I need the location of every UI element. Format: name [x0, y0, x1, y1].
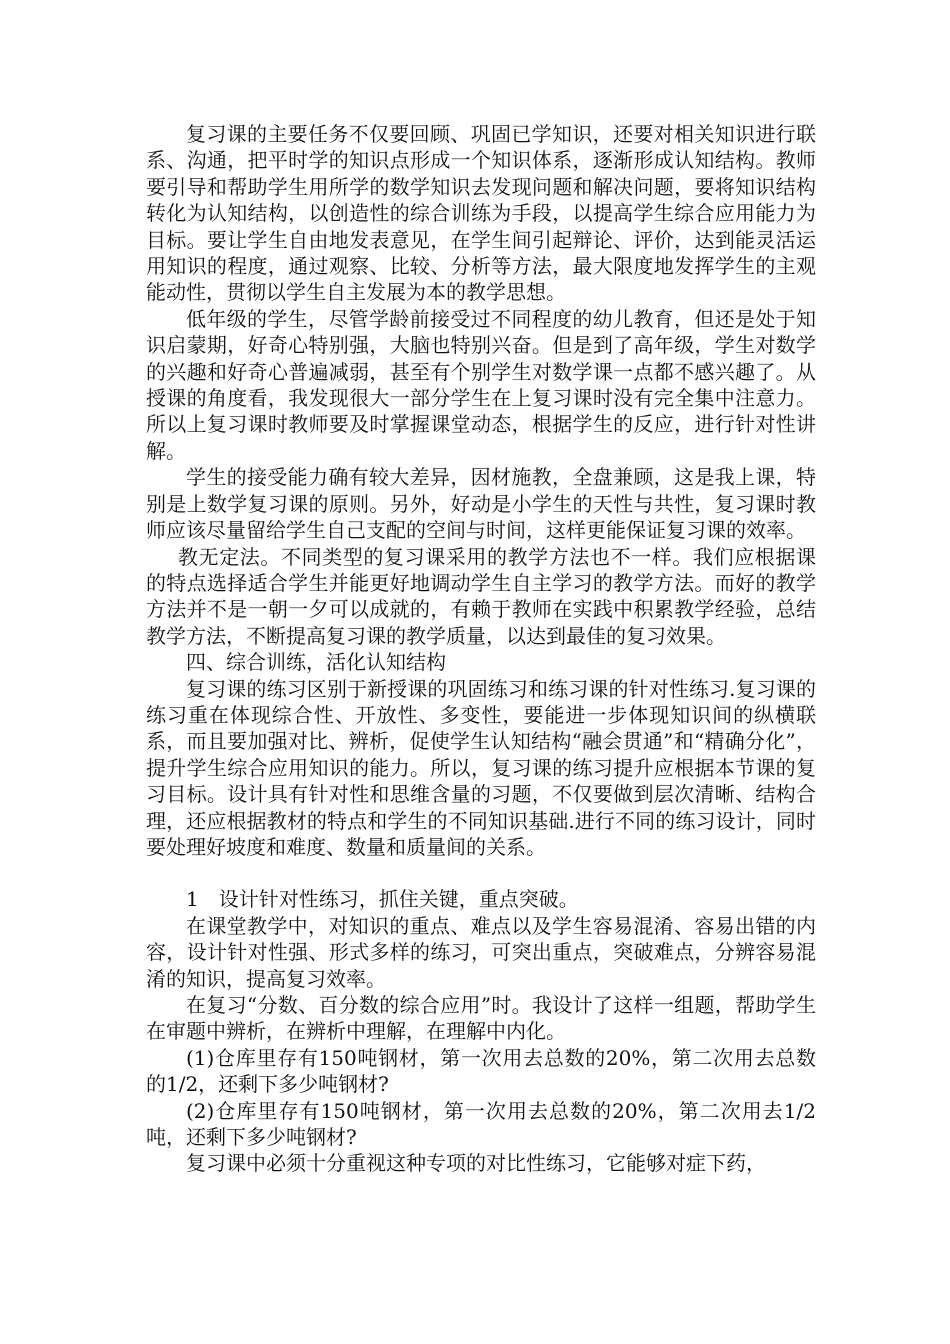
paragraph-comparison-practice: 复习课中必须十分重视这种专项的对比性练习，它能够对症下药，	[186, 1151, 766, 1176]
subheading-targeted-practice: 1 设计针对性练习，抓住关键，重点突破。	[186, 887, 579, 912]
blank-line	[146, 860, 816, 886]
paragraph-teaching-method: 教无定法。不同类型的复习课采用的教学方法也不一样。我们应根据课的特点选择适合学生并能更好地调动学生自主学习的教学方法。而好的教学方法并不是一朝一夕可以成就的，有赖于教师在实践中积累教学经验，总结教学方法，不断提高复习课的教学质量，以达到最佳的复习效果。	[146, 544, 816, 648]
paragraph-junior-students: 低年级的学生，尽管学龄前接受过不同程度的幼儿教育，但还是处于知识启蒙期，好奇心特别强，大脑也特别兴奋。但是到了高年级，学生对数学的兴趣和好奇心普遍减弱，甚至有个别学生对数学课一点都不感兴趣了。从授课的角度看，我发现很大一部分学生在上复习课时没有完全集中注意力。所以上复习课时教师要及时掌握课堂动态，根据学生的反应，进行针对性讲解。	[146, 306, 816, 463]
exercise-item-2: (2)仓库里存有150吨钢材，第一次用去总数的20%，第二次用去1/2吨，还剩下多少吨钢材?	[146, 1098, 816, 1150]
paragraph-classroom-teaching: 在课堂教学中，对知识的重点、难点以及学生容易混淆、容易出错的内容，设计针对性强、形式多样的练习，可突出重点，突破难点，分辨容易混淆的知识，提高复习效率。	[146, 913, 816, 991]
paragraph-teaching-principle: 学生的接受能力确有较大差异，因材施教，全盘兼顾，这是我上课，特别是上数学复习课的原则。另外，好动是小学生的天性与共性，复习课时教师应该尽量留给学生自己支配的空间与时间，这样更能保证复习课的效率。	[146, 465, 816, 543]
paragraph-practice-design: 复习课的练习区别于新授课的巩固练习和练习课的针对性练习.复习课的练习重在体现综合性、开放性、多变性，要能进一步体现知识间的纵横联系，而且要加强对比、辨析，促使学生认知结构“融会贯通”和“精确分化”，提升学生综合应用知识的能力。所以，复习课的练习提升应根据本节课的复习目标。设计具有针对性和思维含量的习题，不仅要做到层次清晰、结构合理，还应根据教材的特点和学生的不同知识基础.进行不同的练习设计，同时要处理好坡度和难度、数量和质量间的关系。	[146, 676, 816, 859]
section-heading-comprehensive-training: 四、综合训练，活化认知结构	[186, 650, 446, 675]
exercise-item-1: (1)仓库里存有150吨钢材，第一次用去总数的20%，第二次用去总数的1/2，还剩下多少吨钢材?	[146, 1045, 816, 1097]
document-body	[146, 121, 816, 1177]
paragraph-review-task: 复习课的主要任务不仅要回顾、巩固已学知识，还要对相关知识进行联系、沟通，把平时学的知识点形成一个知识体系，逐渐形成认知结构。教师要引导和帮助学生用所学的数学知识去发现问题和解决问题，要将知识结构转化为认知结构，以创造性的综合训练为手段，以提高学生综合应用能力为目标。要让学生自由地发表意见，在学生间引起辩论、评价，达到能灵活运用知识的程度，通过观察、比较、分析等方法，最大限度地发挥学生的主观能动性，贯彻以学生自主发展为本的教学思想。	[146, 122, 816, 305]
paragraph-fraction-review: 在复习“分数、百分数的综合应用”时。我设计了这样一组题，帮助学生在审题中辨析，在辨析中理解，在理解中内化。	[146, 993, 816, 1044]
